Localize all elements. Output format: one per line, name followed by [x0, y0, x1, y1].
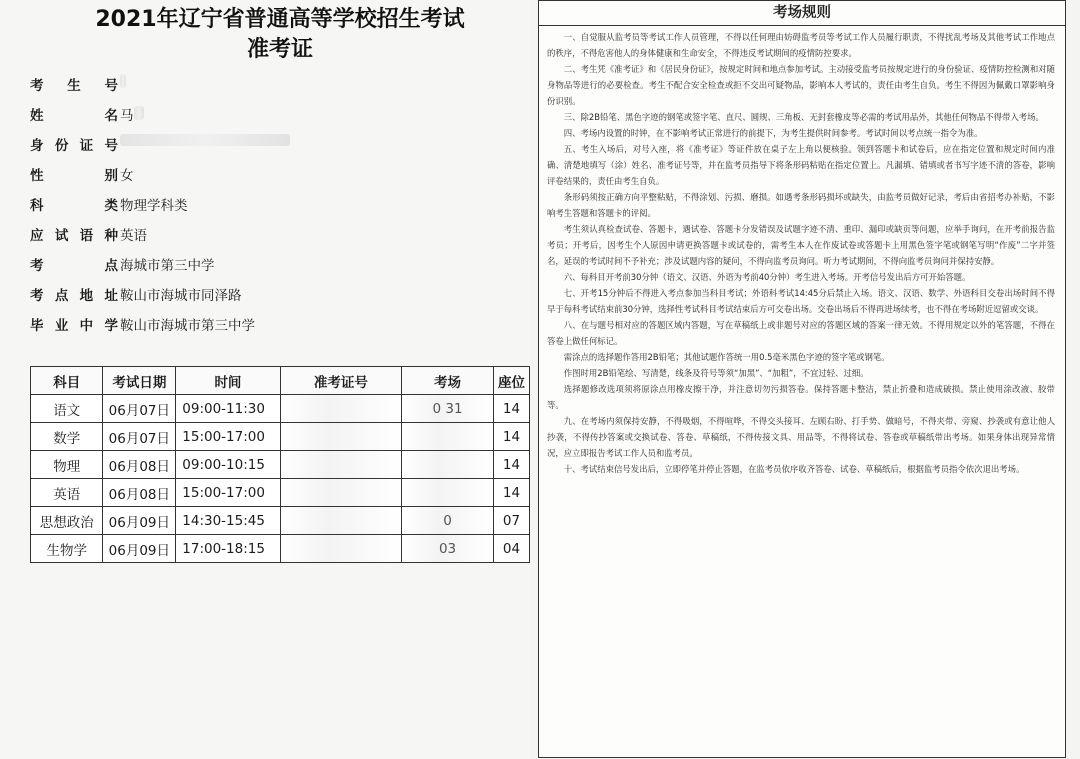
- cell-time: 17:00-18:15: [176, 535, 280, 563]
- rules-text: [547, 29, 1055, 477]
- table-row: [31, 507, 530, 535]
- rule-paragraph: 七、开考15分钟后不得进入考点参加当科目考试；外语科考试14:45分后禁止入场。语文、汉语、数学、外语科目交卷出场时间不得早于每科考试结束前30分钟，选择性考试科目考试结束后方可交卷出场。交卷出场后不得再进场续考，也不得在考场附近逗留或交谈。: [547, 288, 1055, 314]
- admission-ticket: [0, 0, 530, 759]
- field-label: 毕 业 中 学: [30, 318, 118, 334]
- cell-subject: 生物学: [31, 535, 103, 563]
- header-date: 考试日期: [103, 367, 176, 395]
- cell-subject: 物理: [31, 451, 103, 479]
- candidate-info: [30, 74, 290, 344]
- field-label: 考 点 地 址: [30, 288, 118, 304]
- cell-date: 06月09日: [103, 507, 176, 535]
- field-id-number: [30, 134, 290, 164]
- field-label: 科 类: [30, 198, 118, 214]
- field-category: [30, 194, 290, 224]
- field-gender: [30, 164, 290, 194]
- field-graduate-school: [30, 314, 290, 344]
- cell-seat: 14: [493, 479, 529, 507]
- cell-seat: 14: [493, 395, 529, 423]
- cell-seat: 07: [493, 507, 529, 535]
- cell-subject: 语文: [31, 395, 103, 423]
- table-row: [31, 535, 530, 563]
- field-label: 身 份 证 号: [30, 138, 118, 154]
- rule-paragraph: 三、除2B铅笔、黑色字迹的钢笔或签字笔、直尺、圆规、三角板、无封套橡皮等必需的考试用品外，其他任何物品不得带入考场。: [563, 112, 1044, 122]
- rule-paragraph: 选择题修改选项须将原涂点用橡皮擦干净，并注意切勿污损答卷。保持答题卡整洁，禁止折叠和造成破损。禁止使用涂改液、胶带等。: [547, 384, 1055, 410]
- rule-paragraph: 八、在与题号相对应的答题区域内答题，写在草稿纸上或非题号对应的答题区域的答案一律无效。不得用规定以外的笔答题，不得在答卷上做任何标记。: [547, 320, 1055, 346]
- cell-ticket-number: [280, 395, 402, 423]
- cell-room: [402, 423, 494, 451]
- cell-date: 06月09日: [103, 535, 176, 563]
- rule-paragraph: 九、在考场内须保持安静，不得吸烟，不得喧哗，不得交头接耳、左顾右盼、打手势、做暗号，不得夹带、旁窥、抄袭或有意让他人抄袭，不得传抄答案或交换试卷、答卷、草稿纸，不得传接文具、用品等，不得将试卷、答卷或草稿纸带出考场。如果身体出现异常情况，应立即报告考试工作人员和监考员。: [547, 416, 1055, 458]
- field-value: 英语: [120, 228, 147, 244]
- cell-room: [402, 479, 494, 507]
- cell-ticket-number: [280, 451, 402, 479]
- header-time: 时间: [176, 367, 280, 395]
- exam-title: 2021年辽宁省普通高等学校招生考试: [95, 7, 465, 32]
- rule-paragraph: 十、考试结束信号发出后，立即停笔并停止答题，在监考员依序收齐答卷、试卷、草稿纸后，根据监考员指令依次退出考场。: [563, 464, 1025, 474]
- ticket-title: 准考证: [246, 37, 313, 62]
- cell-room: 03: [402, 535, 494, 563]
- cell-room: 0 31: [402, 395, 494, 423]
- cell-room: 0: [402, 507, 494, 535]
- table-row: [31, 451, 530, 479]
- field-language: [30, 224, 290, 254]
- field-label: 姓 名: [30, 108, 118, 124]
- cell-time: 09:00-10:15: [176, 451, 280, 479]
- rule-paragraph: 考生须认真检查试卷、答题卡，遇试卷、答题卡分发错误及试题字迹不清、重印、漏印或缺页等问题，应举手询问，在开考前报告监考员；开考后，因考生个人原因申请更换答题卡或试卷的，需考生本人在作废试卷或答题卡上用黑色签字笔或钢笔写明“作废”二字并签名，延误的考试时间不予补充；涉及试题内容的疑问，不得向监考员询问。听力考试期间，不得向监考员询问并保持安静。: [547, 224, 1055, 266]
- field-value: [120, 134, 290, 150]
- field-value: 鞍山市海城市同泽路: [120, 288, 242, 304]
- exam-rules-panel: [538, 0, 1066, 758]
- cell-seat: 04: [493, 535, 529, 563]
- rule-paragraph: 作图时用2B铅笔绘、写清楚，线条及符号等须“加黑”、“加粗”，不宜过轻、过细。: [563, 368, 869, 378]
- field-label: 应 试 语 种: [30, 228, 118, 244]
- field-name: [30, 104, 290, 134]
- field-candidate-number: [30, 74, 290, 104]
- field-value: 鞍山市海城市第三中学: [120, 318, 255, 334]
- cell-date: 06月08日: [103, 451, 176, 479]
- exam-schedule-table: [30, 366, 530, 563]
- cell-ticket-number: [280, 507, 402, 535]
- table-row: [31, 423, 530, 451]
- rule-paragraph: 二、考生凭《准考证》和《居民身份证》，按规定时间和地点参加考试。主动接受监考员按规定进行的身份验证、疫情防控检测和对随身物品等进行的必要检查。考生不配合安全检查或拒不交出可疑物品，影响本人考试的，责任由考生自负。考生不得因为佩戴口罩影响身份识别。: [547, 64, 1055, 106]
- cell-seat: 14: [493, 451, 529, 479]
- cell-time: 15:00-17:00: [176, 423, 280, 451]
- cell-subject: 英语: [31, 479, 103, 507]
- cell-time: 09:00-11:30: [176, 395, 280, 423]
- field-value: [120, 74, 126, 92]
- cell-seat: 14: [493, 423, 529, 451]
- field-value: 马: [120, 104, 144, 124]
- field-value: 物理学科类: [120, 198, 188, 214]
- header-ticket-number: 准考证号: [280, 367, 402, 395]
- field-label: 考 点: [30, 258, 118, 274]
- rules-title: 考场规则: [539, 1, 1065, 26]
- cell-ticket-number: [280, 535, 402, 563]
- cell-time: 15:00-17:00: [176, 479, 280, 507]
- cell-room: [402, 451, 494, 479]
- rule-paragraph: 四、考场内设置的时钟，在不影响考试正常进行的前提下，为考生提供时间参考。考试时间以考点统一指令为准。: [563, 128, 983, 138]
- table-row: [31, 479, 530, 507]
- field-value: 海城市第三中学: [120, 258, 215, 274]
- cell-date: 06月07日: [103, 395, 176, 423]
- header-subject: 科目: [31, 367, 103, 395]
- cell-subject: 思想政治: [31, 507, 103, 535]
- cell-subject: 数学: [31, 423, 103, 451]
- rule-paragraph: 六、每科目开考前30分钟（语文、汉语、外语为考前40分钟）考生进入考场。开考信号发出后方可开始答题。: [563, 272, 971, 282]
- cell-date: 06月08日: [103, 479, 176, 507]
- header-seat: 座位: [493, 367, 529, 395]
- table-header-row: [31, 367, 530, 395]
- field-value: 女: [120, 168, 134, 184]
- cell-date: 06月07日: [103, 423, 176, 451]
- header-room: 考场: [402, 367, 494, 395]
- table-row: [31, 395, 530, 423]
- field-site-address: [30, 284, 290, 314]
- rule-paragraph: 一、自觉服从监考员等考试工作人员管理，不得以任何理由妨碍监考员等考试工作人员履行职责，不得扰乱考场及其他考试工作地点的秩序，不得危害他人的身体健康和生命安全，不得违反考试期间的疫情防控要求。: [547, 32, 1055, 58]
- cell-ticket-number: [280, 423, 402, 451]
- field-label: 性 别: [30, 168, 118, 184]
- rule-paragraph: 需涂点的选择题作答用2B铅笔；其他试题作答统一用0.5毫米黑色字迹的签字笔或钢笔。: [563, 352, 890, 362]
- cell-time: 14:30-15:45: [176, 507, 280, 535]
- rule-paragraph: 条形码须按正确方向平整粘贴，不得涂划、污损、磨损。如遇考条形码损坏或缺失，由监考员做好记录，考后由省招考办补贴，不影响考生答题和答题卡的评阅。: [547, 192, 1055, 218]
- field-exam-site: [30, 254, 290, 284]
- cell-ticket-number: [280, 479, 402, 507]
- field-label: 考 生 号: [30, 78, 118, 94]
- rule-paragraph: 五、考生入场后，对号入座，将《准考证》等证件放在桌子左上角以便核验。领到答题卡和试卷后，应在指定位置和规定时间内准确、清楚地填写（涂）姓名、准考证号等，并在监考员指导下将条形码粘贴在指定位置上。凡漏填、错填或者书写字迹不清的答卷，影响评卷结果的，责任由考生自负。: [547, 144, 1055, 186]
